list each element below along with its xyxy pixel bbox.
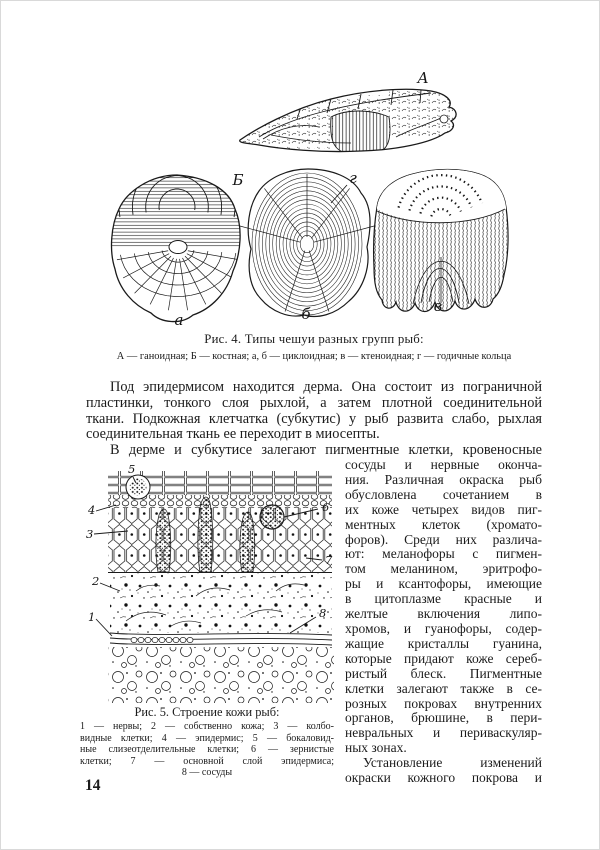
text-line: соединительная ткань ее переходит в миосепты. xyxy=(86,426,380,443)
ctenoid-scale-drawing xyxy=(374,170,508,316)
figure4-label-a: а xyxy=(174,311,184,329)
page-number: 14 xyxy=(85,777,101,794)
subcutis-layer xyxy=(108,647,334,703)
text-line: 8 — сосуды xyxy=(181,767,233,779)
figure5-label-7: 7 xyxy=(325,553,333,567)
cycloid-scale-a-drawing xyxy=(111,149,244,329)
figure5-label-3: 3 xyxy=(86,527,94,541)
text-line: в цитоплазме красные и xyxy=(345,591,542,607)
figure5-label-1: 1 xyxy=(88,610,96,624)
text-line: невральных и периваскуляр- xyxy=(345,725,542,741)
figure4-label-ganoid: А xyxy=(417,69,429,87)
text-line: видные клетки; 4 — эпидермис; 5 — бокаловид- xyxy=(80,732,334,744)
text-line: розных покровах внутренних xyxy=(345,695,542,711)
text-line: жащие кристаллы гуанина, xyxy=(345,635,542,651)
text-line: Под эпидермисом находится дерма. Она состоит из пограничной xyxy=(110,379,542,395)
body-paragraph xyxy=(86,380,542,459)
figure4-label-growth-ring: г xyxy=(349,169,357,187)
flask-shaped-cell xyxy=(126,475,150,499)
figure4-legend: А — ганоидная; Б — костная; а, б — циклоидная; в — ктеноидная; г — годичные кольца xyxy=(116,351,512,362)
text-line: которые придают коже сереб- xyxy=(345,650,542,666)
text-line: ных зонах. xyxy=(345,740,407,756)
figure5-label-8: 8 xyxy=(319,606,327,620)
figure4-label-v: в xyxy=(433,297,443,315)
cycloid-scale-b-drawing xyxy=(239,169,374,323)
text-line: окраски кожного покрова и xyxy=(345,770,542,786)
figure4-label-bony: Б xyxy=(232,171,244,189)
text-line: ткани. Подкожная клетчатка (субкутис) у рыб развита слабо, рыхлая xyxy=(86,410,542,427)
text-line: клетки; 7 — основной слой эпидермиса; xyxy=(80,755,334,767)
ganoid-scale-drawing xyxy=(240,69,456,155)
right-column-text xyxy=(345,458,542,786)
text-line: 1 — нервы; 2 — собственно кожа; 3 — колбо- xyxy=(80,721,334,732)
text-line: клетки залегают также в се- xyxy=(345,680,542,696)
text-line: желтые включения липо- xyxy=(345,606,542,622)
text-line: В дерме и субкутисе залегают пигментные клетки, кровеносные xyxy=(110,442,542,459)
figure-5-skin-structure-illustration xyxy=(76,461,341,706)
figure4-label-b: б xyxy=(301,305,311,323)
text-line: ные слизеотделительные клетки; 6 — зернистые xyxy=(80,744,334,756)
text-line: пластинки, тонкого слоя рыхлой, а затем плотной соединительной xyxy=(86,394,542,411)
figure5-label-4: 4 xyxy=(88,503,96,517)
text-line: ры и ксантофоры, имеющие xyxy=(345,576,542,592)
figure5-caption: Рис. 5. Строение кожи рыб: xyxy=(134,705,280,719)
text-line: ристый блеск. Пигментные xyxy=(345,665,542,681)
epidermis-main-layer xyxy=(108,508,332,573)
figure4-caption: Рис. 4. Типы чешуи разных групп рыб: xyxy=(204,332,424,346)
text-line: сосуды и нервные оконча- xyxy=(345,457,542,472)
figure-4-fish-scales-illustration xyxy=(1,57,600,329)
granular-cell xyxy=(260,505,284,529)
text-line: ния. Различная окраска рыб xyxy=(345,471,542,487)
text-line: форов). Среди них различа- xyxy=(345,531,542,547)
figure5-label-5: 5 xyxy=(128,462,136,476)
text-line: том меланином, эритрофо- xyxy=(345,561,542,577)
text-line: Установление изменений xyxy=(363,755,542,771)
vessel-band xyxy=(110,633,332,645)
text-line: хромов, и гуанофоры, содер- xyxy=(345,620,542,636)
text-line: обусловлена сочетанием в xyxy=(345,486,542,502)
dermis-layer xyxy=(110,573,332,633)
figure5-label-2: 2 xyxy=(92,574,100,588)
text-line: их коже четырех видов пиг- xyxy=(345,501,542,517)
figure5-label-6: 6 xyxy=(322,500,330,514)
text-line: органов, брюшине, в пери- xyxy=(345,710,542,726)
text-line: ют: меланофоры с пигмен- xyxy=(345,546,542,562)
text-line: ментных клеток (хромато- xyxy=(345,516,542,532)
figure5-legend xyxy=(80,721,334,779)
